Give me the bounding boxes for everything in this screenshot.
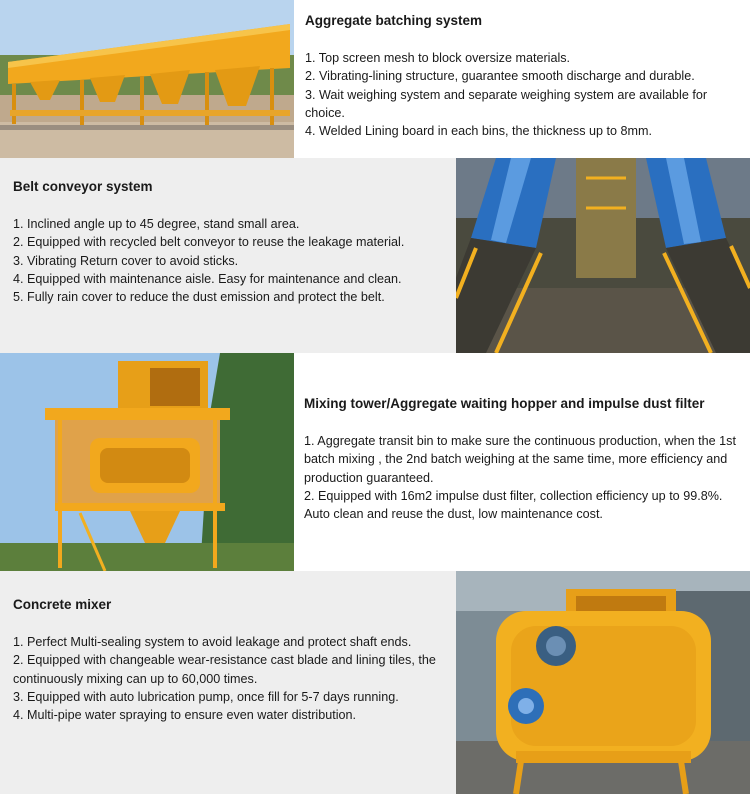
belt-conveyor-photo [456, 158, 750, 353]
section-title: Belt conveyor system [13, 179, 153, 194]
list-item: 4. Welded Lining board in each bins, the thickness up to 8mm. [305, 124, 652, 139]
section-title: Concrete mixer [13, 597, 112, 612]
concrete-mixer-photo [456, 571, 750, 794]
section-title: Aggregate batching system [305, 13, 483, 28]
section-belt-conveyor [0, 158, 750, 353]
list-item: 1. Inclined angle up to 45 degree, stand small area. [13, 217, 300, 231]
list-item: 2. Vibrating-lining structure, guarantee smooth discharge and durable. [305, 69, 695, 84]
list-item: 1. Perfect Multi-sealing system to avoid leakage and protect shaft ends. [13, 635, 412, 649]
list-item: 3. Wait weighing system and separate weighing system are available for choice. [305, 87, 708, 120]
list-item: 1. Aggregate transit bin to make sure the continuous production, when the 1st batch mixing , the 2nd batch weighing at the same time, more efficiency and production guaranteed. [304, 434, 736, 485]
section-title: Mixing tower/Aggregate waiting hopper and impulse dust filter [304, 396, 705, 411]
list-item: 2. Equipped with 16m2 impulse dust filter, collection efficiency up to 99.8%. Auto clean and reuse the dust, low maintenance cost. [304, 488, 723, 522]
section-aggregate-batching [0, 0, 750, 158]
list-item: 3. Vibrating Return cover to avoid sticks. [13, 253, 239, 268]
list-item: 5. Fully rain cover to reduce the dust emission and protect the belt. [13, 290, 385, 305]
mixing-tower-photo [0, 353, 294, 571]
list-item: 4. Equipped with maintenance aisle. Easy for maintenance and clean. [13, 271, 402, 286]
list-item: 2. Equipped with changeable wear-resistance cast blade and lining tiles, the continuously mixing can up to 60,000 times. [13, 653, 436, 686]
list-item: 2. Equipped with recycled belt conveyor to reuse the leakage material. [13, 235, 405, 250]
list-item: 3. Equipped with auto lubrication pump, once fill for 5-7 days running. [13, 689, 399, 704]
list-item: 4. Multi-pipe water spraying to ensure even water distribution. [13, 708, 357, 723]
section-concrete-mixer [0, 571, 750, 794]
section-mixing-tower [0, 353, 750, 571]
aggregate-batching-machine-photo [0, 0, 294, 158]
list-item: 1. Top screen mesh to block oversize materials. [305, 51, 571, 65]
